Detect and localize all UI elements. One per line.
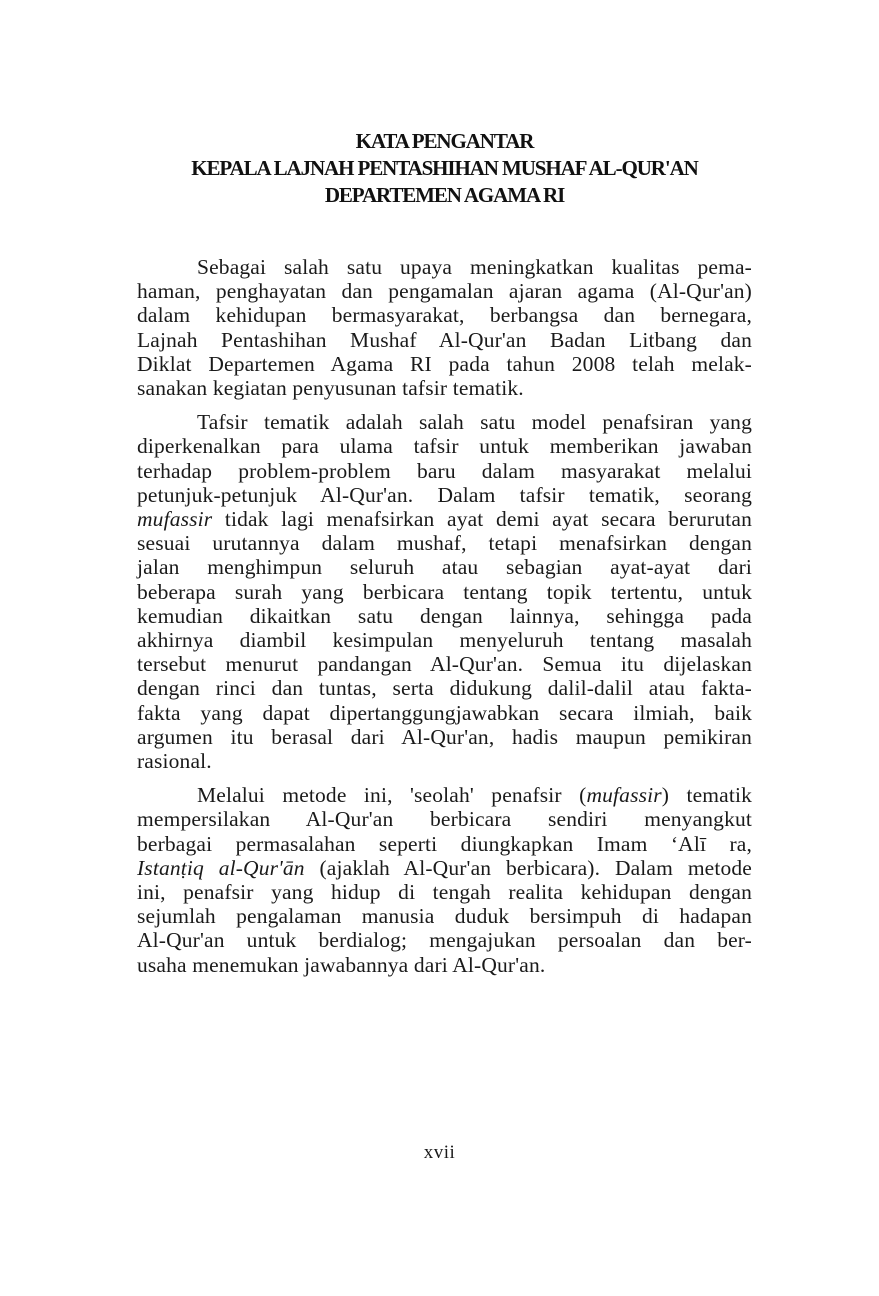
- italic-term: mufassir: [137, 507, 213, 532]
- text-fragment: Melalui metode ini, 'seolah' penafsir (: [197, 783, 587, 808]
- title-line-2: KEPALA LAJNAH PENTASHIHAN MUSHAF AL-QUR'AN: [191, 156, 698, 180]
- page-content: [137, 128, 752, 987]
- title-line-3: DEPARTEMEN AGAMA RI: [324, 183, 565, 207]
- text-line: mempersilakan Al-Qur'an berbicara sendiri menyangkut: [137, 807, 752, 832]
- text-fragment: (ajaklah Al-Qur'an berbicara). Dalam metode: [304, 855, 752, 880]
- text-line: kemudian dikaitkan satu dengan lainnya, sehingga pada: [137, 603, 752, 628]
- text-line: haman, penghayatan dan pengamalan ajaran agama (Al-Qur'an): [137, 279, 752, 304]
- text-line: berbagai permasalahan seperti diungkapkan Imam ‘Alī ra,: [137, 831, 752, 856]
- text-line: argumen itu berasal dari Al-Qur'an, hadis maupun pemikiran: [137, 724, 752, 749]
- text-line: Tafsir tematik adalah salah satu model penafsiran yang: [197, 410, 752, 435]
- page-number: xvii: [423, 1142, 456, 1163]
- text-line: tersebut menurut pandangan Al-Qur'an. Semua itu dijelaskan: [137, 652, 752, 677]
- paragraph-3: [137, 783, 752, 977]
- text-line: diperkenalkan para ulama tafsir untuk memberikan jawaban: [137, 434, 752, 459]
- text-line: [137, 507, 752, 531]
- text-line: sejumlah pengalaman manusia duduk bersimpuh di hadapan: [137, 904, 752, 929]
- text-line: Lajnah Pentashihan Mushaf Al-Qur'an Badan Litbang dan: [137, 327, 752, 352]
- text-line: [137, 856, 752, 880]
- text-line: beberapa surah yang berbicara tentang topik tertentu, untuk: [137, 579, 752, 604]
- text-line: Sebagai salah satu upaya meningkatkan kualitas pema-: [197, 255, 752, 279]
- text-fragment: ) tematik: [661, 783, 752, 808]
- text-line: dengan rinci dan tuntas, serta didukung dalil-dalil atau fakta-: [137, 676, 752, 701]
- text-line: [137, 783, 752, 807]
- body-text: [137, 255, 752, 977]
- text-line: akhirnya diambil kesimpulan menyeluruh tentang masalah: [137, 628, 752, 653]
- text-line: rasional.: [137, 749, 212, 774]
- text-line: ini, penafsir yang hidup di tengah realita kehidupan dengan: [137, 880, 752, 905]
- italic-term: Istanṭiq al-Qur'ān: [137, 855, 305, 880]
- text-line: sanakan kegiatan penyusunan tafsir tematik.: [137, 376, 524, 401]
- text-line: fakta yang dapat dipertanggungjawabkan secara ilmiah, baik: [137, 700, 752, 725]
- paragraph-2: [137, 410, 752, 773]
- italic-term: mufassir: [586, 783, 662, 808]
- title-line-1: KATA PENGANTAR: [355, 129, 534, 153]
- text-line: Al-Qur'an untuk berdialog; mengajukan persoalan dan ber-: [137, 928, 752, 953]
- text-line: Diklat Departemen Agama RI pada tahun 2008 telah melak-: [137, 351, 752, 376]
- text-fragment: tidak lagi menafsirkan ayat demi ayat secara berurutan: [212, 507, 752, 532]
- text-line: dalam kehidupan bermasyarakat, berbangsa dan bernegara,: [137, 303, 752, 328]
- text-line: sesuai urutannya dalam mushaf, tetapi menafsirkan dengan: [137, 531, 752, 556]
- page-title: [137, 128, 752, 209]
- text-line: jalan menghimpun seluruh atau sebagian ayat-ayat dari: [137, 555, 752, 580]
- paragraph-1: [137, 255, 752, 400]
- text-line: petunjuk-petunjuk Al-Qur'an. Dalam tafsir tematik, seorang: [137, 482, 752, 507]
- text-line: terhadap problem-problem baru dalam masyarakat melalui: [137, 458, 752, 483]
- text-line: usaha menemukan jawabannya dari Al-Qur'an.: [137, 952, 546, 977]
